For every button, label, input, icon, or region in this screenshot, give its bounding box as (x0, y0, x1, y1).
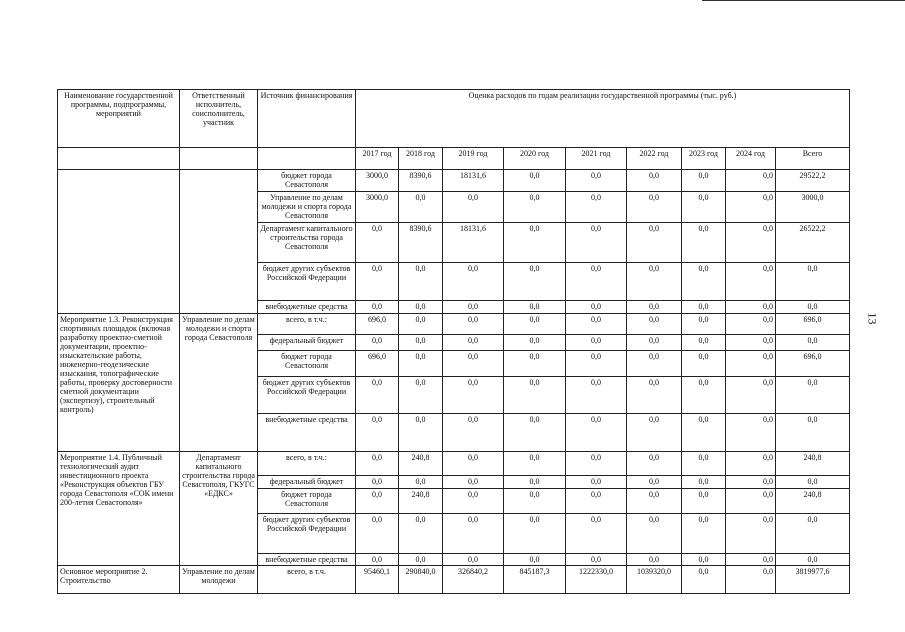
value-cell: 0,0 (776, 335, 850, 351)
value-cell: 0,0 (504, 223, 566, 263)
value-cell: 0,0 (443, 314, 504, 335)
year-cell: 2018 год (399, 148, 443, 170)
group-exec: Департамент капитального строительства города Севастополя, ГКУГС «ЕДКС» (180, 452, 258, 566)
value-cell: 0,0 (627, 476, 682, 489)
source-cell: федеральный бюджет (258, 476, 356, 489)
value-cell: 240,8 (776, 452, 850, 476)
value-cell: 0,0 (504, 489, 566, 514)
value-cell: 0,0 (399, 301, 443, 314)
value-cell: 0,0 (627, 263, 682, 301)
value-cell: 8390,6 (399, 170, 443, 192)
value-cell: 845187,3 (504, 566, 566, 594)
source-cell: федеральный бюджет (258, 335, 356, 351)
value-cell: 240,8 (776, 489, 850, 514)
value-cell: 696,0 (356, 351, 399, 377)
value-cell: 26522,2 (776, 223, 850, 263)
value-cell: 0,0 (627, 335, 682, 351)
value-cell: 0,0 (566, 335, 627, 351)
value-cell: 0,0 (726, 223, 776, 263)
value-cell: 0,0 (566, 452, 627, 476)
value-cell: 0,0 (682, 452, 726, 476)
value-cell: 0,0 (776, 554, 850, 566)
value-cell: 0,0 (504, 170, 566, 192)
value-cell: 0,0 (356, 377, 399, 414)
value-cell: 0,0 (566, 476, 627, 489)
value-cell: 0,0 (399, 414, 443, 452)
value-cell: 0,0 (627, 514, 682, 554)
value-cell: 0,0 (443, 476, 504, 489)
value-cell: 0,0 (682, 263, 726, 301)
value-cell: 0,0 (504, 301, 566, 314)
source-cell: всего, в т.ч.: (258, 314, 356, 335)
value-cell: 0,0 (443, 263, 504, 301)
value-cell: 0,0 (399, 514, 443, 554)
value-cell: 0,0 (726, 554, 776, 566)
value-cell: 290840,0 (399, 566, 443, 594)
value-cell: 0,0 (504, 514, 566, 554)
value-cell: 18131,6 (443, 170, 504, 192)
value-cell: 3000,0 (356, 170, 399, 192)
value-cell: 696,0 (776, 314, 850, 335)
value-cell: 696,0 (776, 351, 850, 377)
value-cell: 0,0 (627, 452, 682, 476)
value-cell: 0,0 (776, 514, 850, 554)
value-cell: 0,0 (627, 377, 682, 414)
value-cell: 0,0 (627, 223, 682, 263)
value-cell: 0,0 (682, 314, 726, 335)
value-cell: 0,0 (726, 452, 776, 476)
value-cell: 0,0 (566, 414, 627, 452)
value-cell: 696,0 (356, 314, 399, 335)
empty-cell (58, 148, 180, 170)
value-cell: 0,0 (776, 377, 850, 414)
value-cell: 0,0 (682, 566, 726, 594)
value-cell: 0,0 (682, 192, 726, 223)
group-exec: Управление по делам молодежи и спорта города Севастополя (180, 314, 258, 452)
value-cell: 0,0 (356, 335, 399, 351)
group-name (58, 170, 180, 314)
year-cell: 2022 год (627, 148, 682, 170)
value-cell: 0,0 (399, 192, 443, 223)
value-cell: 0,0 (443, 489, 504, 514)
value-cell: 3000,0 (776, 192, 850, 223)
value-cell: 0,0 (726, 514, 776, 554)
value-cell: 0,0 (504, 335, 566, 351)
group-name: Мероприятие 1.3. Реконструкция спортивных площадок (включая разработку проектно-сметной документации, проектно-изыскательские работы, инженерно-геодезические изыскания, топографические работы, проверку достоверности сметной документации (экспертизу), строительный контроль) (58, 314, 180, 452)
value-cell: 0,0 (566, 351, 627, 377)
value-cell: 0,0 (726, 414, 776, 452)
value-cell: 0,0 (627, 554, 682, 566)
source-cell: бюджет других субъектов Российской Федерации (258, 514, 356, 554)
source-cell: бюджет города Севастополя (258, 489, 356, 514)
value-cell: 0,0 (356, 554, 399, 566)
value-cell: 0,0 (566, 170, 627, 192)
value-cell: 0,0 (682, 476, 726, 489)
years-row (58, 148, 850, 170)
source-cell: всего, в т.ч.: (258, 452, 356, 476)
year-cell: 2024 год (726, 148, 776, 170)
source-cell: бюджет города Севастополя (258, 351, 356, 377)
value-cell: 0,0 (726, 301, 776, 314)
value-cell: 0,0 (566, 301, 627, 314)
value-cell: 18131,6 (443, 223, 504, 263)
value-cell: 0,0 (776, 476, 850, 489)
value-cell: 0,0 (566, 263, 627, 301)
source-cell: внебюджетные средства (258, 414, 356, 452)
value-cell: 0,0 (356, 476, 399, 489)
top-border-line (702, 0, 905, 1)
year-cell: 2020 год (504, 148, 566, 170)
value-cell: 0,0 (504, 414, 566, 452)
value-cell: 326840,2 (443, 566, 504, 594)
value-cell: 0,0 (776, 263, 850, 301)
value-cell: 0,0 (356, 301, 399, 314)
empty-cell (258, 148, 356, 170)
value-cell: 1039320,0 (627, 566, 682, 594)
page-number: 13 (865, 312, 880, 325)
year-cell: 2023 год (682, 148, 726, 170)
value-cell: 0,0 (356, 414, 399, 452)
value-cell: 0,0 (566, 377, 627, 414)
value-cell: 0,0 (443, 452, 504, 476)
value-cell: 0,0 (504, 314, 566, 335)
value-cell: 0,0 (504, 263, 566, 301)
empty-cell (180, 148, 258, 170)
value-cell: 0,0 (627, 192, 682, 223)
year-cell: 2019 год (443, 148, 504, 170)
source-cell: бюджет других субъектов Российской Федерации (258, 377, 356, 414)
value-cell: 0,0 (682, 170, 726, 192)
value-cell: 0,0 (627, 301, 682, 314)
value-cell: 0,0 (682, 489, 726, 514)
value-cell: 0,0 (443, 377, 504, 414)
table-row (58, 170, 850, 192)
value-cell: 0,0 (443, 351, 504, 377)
value-cell: 0,0 (399, 351, 443, 377)
year-cell: 2017 год (356, 148, 399, 170)
value-cell: 0,0 (682, 301, 726, 314)
value-cell: 0,0 (504, 554, 566, 566)
table-row (58, 566, 850, 594)
value-cell: 0,0 (356, 452, 399, 476)
value-cell: 0,0 (726, 377, 776, 414)
value-cell: 0,0 (682, 377, 726, 414)
value-cell: 0,0 (627, 170, 682, 192)
value-cell: 0,0 (443, 514, 504, 554)
header-estimate: Оценка расходов по годам реализации государственной программы (тыс. руб.) (356, 90, 850, 148)
value-cell: 0,0 (682, 554, 726, 566)
value-cell: 0,0 (726, 351, 776, 377)
group-exec: Управление по делам молодежи (180, 566, 258, 594)
value-cell: 0,0 (504, 452, 566, 476)
value-cell: 0,0 (776, 414, 850, 452)
value-cell: 0,0 (504, 476, 566, 489)
group-name: Основное мероприятие 2. Строительство (58, 566, 180, 594)
value-cell: 0,0 (566, 192, 627, 223)
value-cell: 0,0 (726, 170, 776, 192)
source-cell: Управление по делам молодежи и спорта города Севастополя (258, 192, 356, 223)
value-cell: 0,0 (356, 514, 399, 554)
value-cell: 8390,6 (399, 223, 443, 263)
value-cell: 0,0 (399, 476, 443, 489)
value-cell: 0,0 (399, 335, 443, 351)
value-cell: 0,0 (399, 377, 443, 414)
group-name: Мероприятие 1.4. Публичный технологический аудит инвестиционного проекта «Реконструкция объектов ГБУ города Севастополя «СОК имени 200-летия Севастополя» (58, 452, 180, 566)
value-cell: 0,0 (682, 335, 726, 351)
value-cell: 0,0 (726, 476, 776, 489)
value-cell: 0,0 (399, 554, 443, 566)
source-cell: всего, в т.ч. (258, 566, 356, 594)
source-cell: бюджет других субъектов Российской Федерации (258, 263, 356, 301)
value-cell: 0,0 (566, 514, 627, 554)
value-cell: 0,0 (443, 554, 504, 566)
value-cell: 0,0 (627, 414, 682, 452)
value-cell: 0,0 (356, 223, 399, 263)
header-exec: Ответственный исполнитель, соисполнитель, участник (180, 90, 258, 148)
value-cell: 0,0 (726, 489, 776, 514)
value-cell: 0,0 (399, 314, 443, 335)
source-cell: внебюджетные средства (258, 301, 356, 314)
value-cell: 0,0 (504, 351, 566, 377)
budget-table (57, 89, 850, 594)
table-row (58, 452, 850, 476)
value-cell: 0,0 (726, 314, 776, 335)
group-exec (180, 170, 258, 314)
header-row (58, 90, 850, 148)
value-cell: 0,0 (566, 489, 627, 514)
value-cell: 0,0 (443, 192, 504, 223)
value-cell: 0,0 (682, 414, 726, 452)
value-cell: 29522,2 (776, 170, 850, 192)
value-cell: 0,0 (504, 377, 566, 414)
value-cell: 0,0 (566, 223, 627, 263)
value-cell: 1222330,0 (566, 566, 627, 594)
value-cell: 3000,0 (356, 192, 399, 223)
value-cell: 0,0 (682, 351, 726, 377)
value-cell: 0,0 (443, 414, 504, 452)
source-cell: внебюджетные средства (258, 554, 356, 566)
value-cell: 0,0 (627, 314, 682, 335)
value-cell: 0,0 (399, 263, 443, 301)
value-cell: 0,0 (776, 301, 850, 314)
value-cell: 240,8 (399, 489, 443, 514)
value-cell: 0,0 (356, 263, 399, 301)
value-cell: 0,0 (726, 566, 776, 594)
table-row (58, 314, 850, 335)
value-cell: 0,0 (504, 192, 566, 223)
value-cell: 0,0 (627, 489, 682, 514)
value-cell: 0,0 (627, 351, 682, 377)
value-cell: 240,8 (399, 452, 443, 476)
header-name: Наименование государственной программы, подпрограммы, мероприятий (58, 90, 180, 148)
value-cell: 0,0 (566, 314, 627, 335)
value-cell: 3819977,6 (776, 566, 850, 594)
value-cell: 0,0 (726, 192, 776, 223)
value-cell: 0,0 (726, 263, 776, 301)
value-cell: 0,0 (443, 335, 504, 351)
value-cell: 0,0 (356, 489, 399, 514)
value-cell: 0,0 (682, 223, 726, 263)
year-cell: 2021 год (566, 148, 627, 170)
value-cell: 0,0 (682, 514, 726, 554)
source-cell: бюджет города Севастополя (258, 170, 356, 192)
value-cell: 0,0 (726, 335, 776, 351)
value-cell: 95460,1 (356, 566, 399, 594)
source-cell: Департамент капитального строительства города Севастополя (258, 223, 356, 263)
value-cell: 0,0 (566, 554, 627, 566)
value-cell: 0,0 (443, 301, 504, 314)
year-cell: Всего (776, 148, 850, 170)
header-source: Источник финансирования (258, 90, 356, 148)
